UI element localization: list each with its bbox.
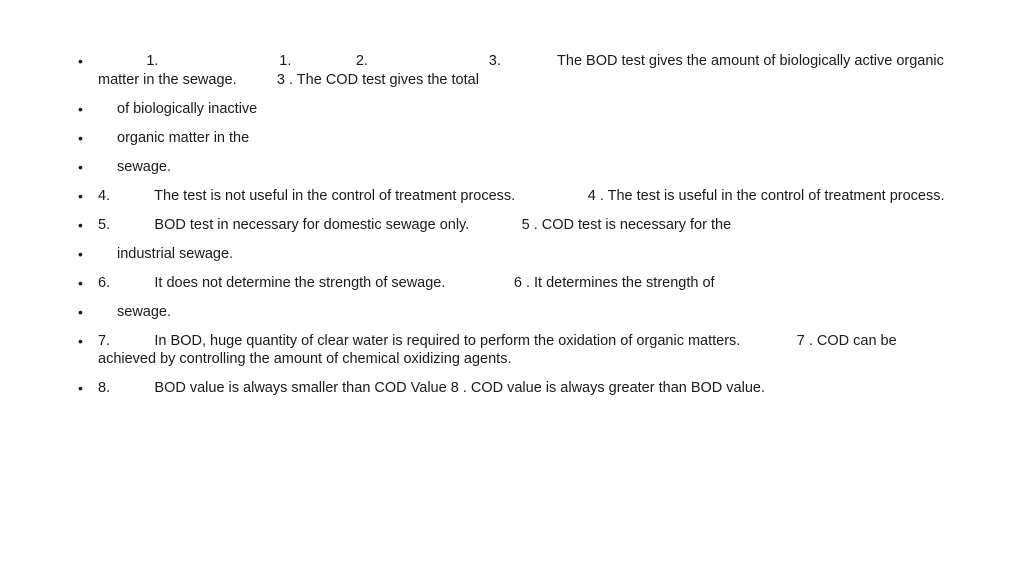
bullet-text: • industrial sewage. bbox=[117, 245, 234, 262]
bullet-item-2 bbox=[78, 100, 958, 119]
bullet-item-4 bbox=[78, 158, 958, 177]
bullet-item-1 bbox=[78, 52, 958, 89]
bullet-item-5 bbox=[78, 187, 958, 206]
bullet-item-11 bbox=[78, 379, 958, 398]
bullet-item-9 bbox=[78, 303, 958, 322]
bullet-text: • 7. In BOD, huge quantity of clear water is required to perform the oxidation of organic matters. 7 . COD can be achieved by controlling the amount of chemical oxidizing agents. bbox=[98, 332, 901, 367]
bullet-text: • of biologically inactive bbox=[117, 100, 258, 117]
bullet-item-10 bbox=[78, 332, 958, 369]
bullet-text: • 6. It does not determine the strength of sewage. 6 . It determines the strength of bbox=[98, 274, 715, 291]
bullet-text: • 4. The test is not useful in the control of treatment process. 4 . The test is useful in the control of treatment process. bbox=[98, 187, 945, 204]
bullet-text: • sewage. bbox=[117, 158, 172, 175]
comparison-bullet-list bbox=[78, 52, 958, 408]
bullet-text: • 8. BOD value is always smaller than COD Value 8 . COD value is always greater than BOD value. bbox=[98, 380, 765, 396]
bullet-text: • 5. BOD test in necessary for domestic sewage only. 5 . COD test is necessary for the bbox=[98, 216, 732, 233]
bullet-item-7 bbox=[78, 245, 958, 264]
bullet-item-3 bbox=[78, 129, 958, 148]
bullet-item-6 bbox=[78, 216, 958, 235]
bullet-text: • 1. 1. 2. 3. The BOD test gives the amount of biologically active organic matter in the sewage. 3 . The COD test gives the total bbox=[98, 53, 948, 88]
bullet-item-8 bbox=[78, 274, 958, 293]
bullet-text: • organic matter in the bbox=[117, 129, 250, 146]
bullet-text: • sewage. bbox=[117, 303, 172, 320]
